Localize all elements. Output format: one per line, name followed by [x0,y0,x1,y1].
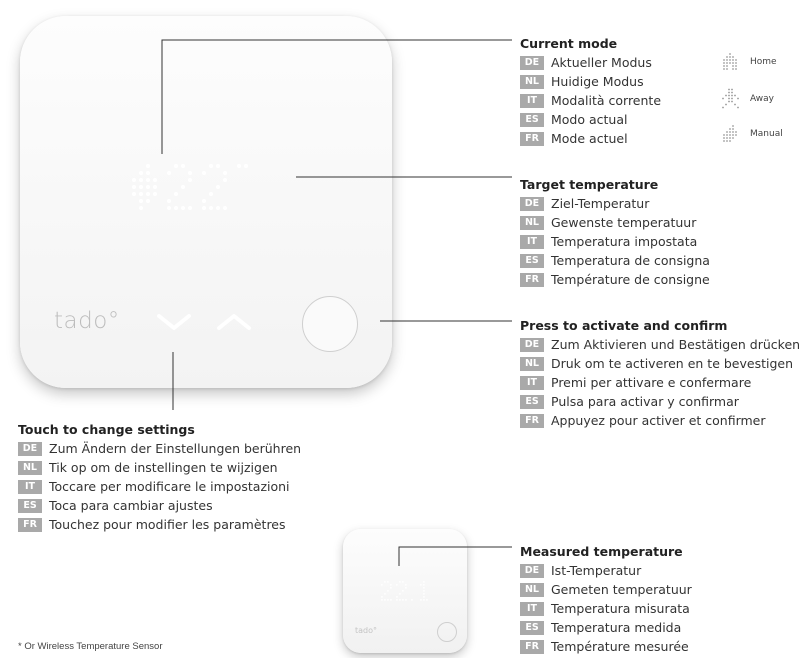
lang-badge: FR [520,273,544,287]
chevron-down-icon[interactable] [156,312,192,332]
mode-manual [720,124,783,144]
footnote: * Or Wireless Temperature Sensor [18,641,163,652]
measured-temperature-title: Measured temperature [520,544,683,559]
list-item [520,72,661,91]
list-item [520,335,800,354]
translation-text: Appuyez pour activer et confirmer [551,413,766,428]
translation-text: Pulsa para activar y confirmar [551,394,739,409]
translation-text: Temperatura impostata [551,234,698,249]
lang-badge: IT [18,480,42,494]
list-item [520,251,710,270]
lang-badge: ES [520,113,544,127]
press-confirm-block [520,318,800,430]
lang-badge: NL [18,461,42,475]
lang-badge: NL [520,216,544,230]
chevron-up-icon[interactable] [216,312,252,332]
confirm-button[interactable] [302,296,358,352]
lang-badge: DE [520,56,544,70]
list-item [520,213,710,232]
press-confirm-title: Press to activate and confirm [520,318,728,333]
mode-label: Manual [750,129,783,139]
list-item [520,110,661,129]
translation-text: Temperatura medida [551,620,682,635]
translation-text: Ist-Temperatur [551,563,642,578]
list-item [520,194,710,213]
lang-badge: IT [520,602,544,616]
translation-text: Zum Ändern der Einstellungen berühren [49,441,302,456]
translation-text: Gewenste temperatuur [551,215,697,230]
list-item [520,373,800,392]
device-logo: tado° [54,308,120,334]
measured-temperature-block [520,544,692,656]
list-item [520,232,710,251]
list-item [520,618,692,637]
list-item [520,599,692,618]
translation-text: Tik op om de instellingen te wijzigen [49,460,278,475]
mode-home [720,52,777,72]
target-temperature-title: Target temperature [520,177,659,192]
target-temperature-block [520,177,710,289]
lang-badge: ES [520,621,544,635]
lang-badge: NL [520,583,544,597]
translation-text: Druk om te activeren en te bevestigen [551,356,794,371]
lang-badge: FR [520,414,544,428]
sensor-logo: tado° [355,626,378,635]
lang-badge: FR [520,132,544,146]
translation-text: Huidige Modus [551,74,644,89]
translation-text: Zum Aktivieren und Bestätigen drücken [551,337,801,352]
translation-text: Modo actual [551,112,628,127]
away-mode-icon [720,88,740,110]
lang-badge: ES [520,254,544,268]
translation-text: Température de consigne [551,272,710,287]
lang-badge: IT [520,235,544,249]
translation-text: Modalità corrente [551,93,662,108]
list-item [520,392,800,411]
translation-text: Aktueller Modus [551,55,652,70]
sensor-button[interactable] [437,622,457,642]
list-item [18,496,301,515]
translation-text: Température mesurée [551,639,689,654]
list-item [520,129,661,148]
translation-text: Touchez pour modifier les paramètres [49,517,286,532]
list-item [18,477,301,496]
current-mode-block [520,36,661,148]
mode-label: Away [750,94,774,104]
lang-badge: DE [520,197,544,211]
smart-thermostat [20,16,392,388]
current-mode-title: Current mode [520,36,618,51]
wireless-temperature-sensor [343,529,467,653]
list-item [520,637,692,656]
translation-text: Mode actuel [551,131,628,146]
touch-settings-block [18,422,301,534]
translation-text: Gemeten temperatuur [551,582,692,597]
lang-badge: IT [520,94,544,108]
lang-badge: ES [520,395,544,409]
lang-badge: FR [520,640,544,654]
lang-badge: DE [520,338,544,352]
list-item [18,439,301,458]
translation-text: Temperatura de consigna [551,253,710,268]
list-item [520,354,800,373]
sensor-dot-matrix-display [381,581,435,605]
list-item [520,561,692,580]
lang-badge: FR [18,518,42,532]
lang-badge: ES [18,499,42,513]
touch-settings-title: Touch to change settings [18,422,195,437]
list-item [18,515,301,534]
list-item [520,53,661,72]
mode-label: Home [750,57,777,67]
manual-mode-icon [720,124,740,144]
list-item [520,411,800,430]
list-item [520,580,692,599]
translation-text: Toccare per modificare le impostazioni [49,479,290,494]
translation-text: Toca para cambiar ajustes [49,498,213,513]
lang-badge: DE [520,564,544,578]
device-dot-matrix-display [132,164,282,224]
list-item [18,458,301,477]
translation-text: Ziel-Temperatur [551,196,650,211]
translation-text: Temperatura misurata [551,601,690,616]
lang-badge: DE [18,442,42,456]
mode-away [720,88,774,110]
list-item [520,270,710,289]
lang-badge: NL [520,75,544,89]
home-mode-icon [720,52,740,72]
list-item [520,91,661,110]
lang-badge: NL [520,357,544,371]
translation-text: Premi per attivare e confermare [551,375,752,390]
lang-badge: IT [520,376,544,390]
